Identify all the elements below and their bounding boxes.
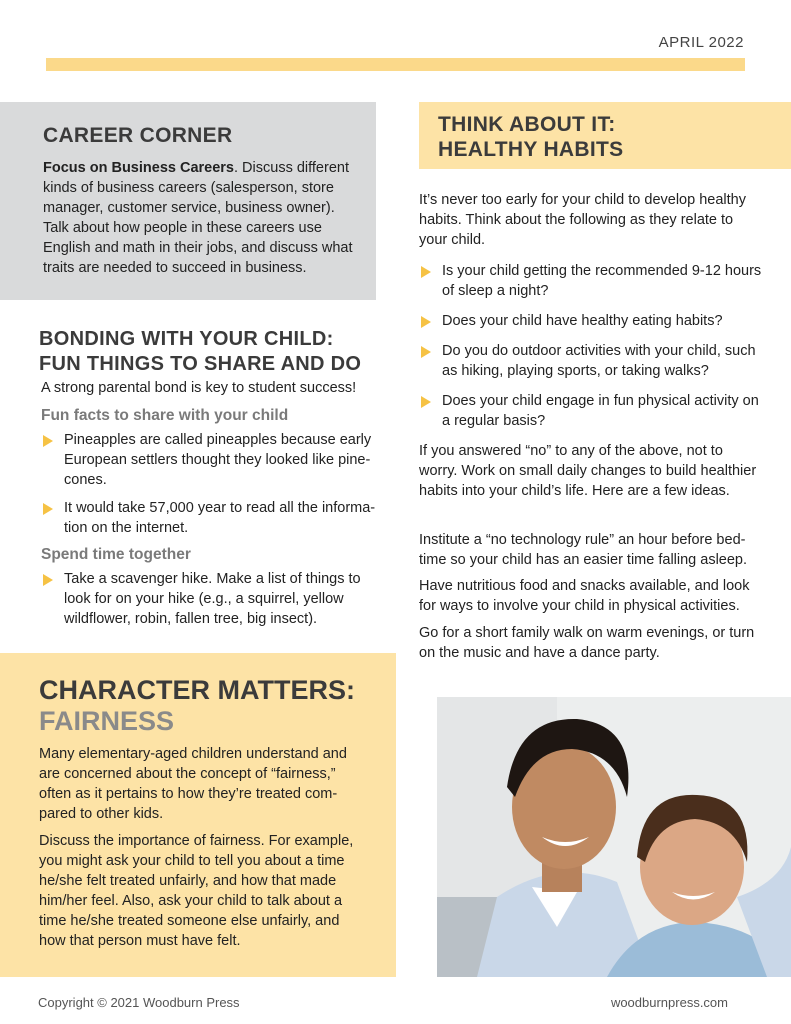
fun-facts-heading: Fun facts to share with your child [41, 407, 289, 424]
copyright-text: Copyright © 2021 Woodburn Press [38, 995, 240, 1010]
healthy-idea-2: Have nutritious food and snacks available, and look for ways to involve your child in physical activities. [419, 578, 750, 614]
character-title-line2: FAIRNESS [39, 706, 175, 736]
career-corner-lead: Focus on Business Careers [43, 160, 234, 176]
character-paragraph-1: Many elementary-aged children understand and are concerned about the concept of “fairness,” often as it pertains to how they’re treated com-pared to other kids. [39, 746, 347, 822]
bonding-title [39, 327, 361, 377]
bonding-title-line1: BONDING WITH YOUR CHILD: [39, 328, 334, 350]
issue-date: APRIL 2022 [658, 34, 744, 51]
website-link[interactable]: woodburnpress.com [610, 995, 728, 1010]
father-son-photo [437, 697, 791, 977]
character-title-line1: CHARACTER MATTERS: [39, 675, 355, 705]
career-corner-body: . Discuss different kinds of business careers (salesperson, store manager, customer service, business owner). Talk about how people in these careers use English and math in their jobs, and discuss what traits are needed to succeed in business. [43, 160, 353, 276]
bullet-triangle-icon [421, 346, 431, 358]
question-text: Do you do outdoor activities with your child, such as hiking, playing sports, or taking walks? [442, 343, 756, 379]
list-item [419, 391, 764, 431]
father-son-illustration [437, 697, 791, 977]
healthy-title-line2: HEALTHY HABITS [438, 138, 624, 161]
question-text: Does your child engage in fun physical activity on a regular basis? [442, 393, 759, 429]
list-item [419, 311, 764, 331]
healthy-habits-header [419, 102, 791, 169]
bullet-triangle-icon [43, 503, 53, 515]
bonding-title-line2: FUN THINGS TO SHARE AND DO [39, 353, 362, 375]
list-item [41, 569, 371, 629]
fun-fact-text: Pineapples are called pineapples because early European settlers thought they looked like pine-cones. [64, 432, 372, 488]
fun-facts-list [41, 430, 381, 546]
character-paragraph-2: Discuss the importance of fairness. For example, you might ask your child to tell you about a time he/she felt treated unfairly, and how that made him/her feel. Also, ask your child to talk about a time he/she treated someone else unfairly, and how that person must have felt. [39, 833, 354, 949]
bullet-triangle-icon [43, 435, 53, 447]
healthy-questions-list [419, 261, 764, 441]
header-accent-bar [46, 58, 745, 71]
list-item [419, 341, 764, 381]
character-matters-panel [0, 653, 396, 977]
career-corner-title: CAREER CORNER [43, 124, 233, 147]
healthy-title-line1: THINK ABOUT IT: [438, 113, 616, 136]
bonding-intro: A strong parental bond is key to student success! [41, 380, 357, 396]
career-corner-text [43, 158, 358, 278]
list-item [419, 261, 764, 301]
question-text: Is your child getting the recommended 9-12 hours of sleep a night? [442, 263, 762, 299]
healthy-idea-1: Institute a “no technology rule” an hour before bed-time so your child has an easier time falling asleep. [419, 532, 748, 568]
bullet-triangle-icon [421, 316, 431, 328]
character-matters-title [39, 675, 355, 737]
healthy-intro: It’s never too early for your child to develop healthy habits. Think about the following as they relate to your child. [419, 192, 746, 248]
spend-time-text: Take a scavenger hike. Make a list of things to look for on your hike (e.g., a squirrel, yellow wildflower, robin, fallen tree, big insect). [64, 571, 361, 627]
fun-fact-text: It would take 57,000 year to read all the informa-tion on the internet. [64, 500, 376, 536]
question-text: Does your child have healthy eating habits? [442, 313, 723, 329]
bullet-triangle-icon [421, 396, 431, 408]
spend-time-list [41, 569, 371, 637]
list-item [41, 498, 381, 538]
list-item [41, 430, 381, 490]
healthy-idea-3: Go for a short family walk on warm evenings, or turn on the music and have a dance party. [419, 625, 755, 661]
healthy-habits-title [438, 112, 623, 162]
healthy-followup: If you answered “no” to any of the above, not to worry. Work on small daily changes to build healthier habits into your child’s life. Here are a few ideas. [419, 443, 757, 499]
bullet-triangle-icon [421, 266, 431, 278]
bullet-triangle-icon [43, 574, 53, 586]
spend-time-heading: Spend time together [41, 546, 191, 563]
career-corner-panel [0, 102, 376, 300]
